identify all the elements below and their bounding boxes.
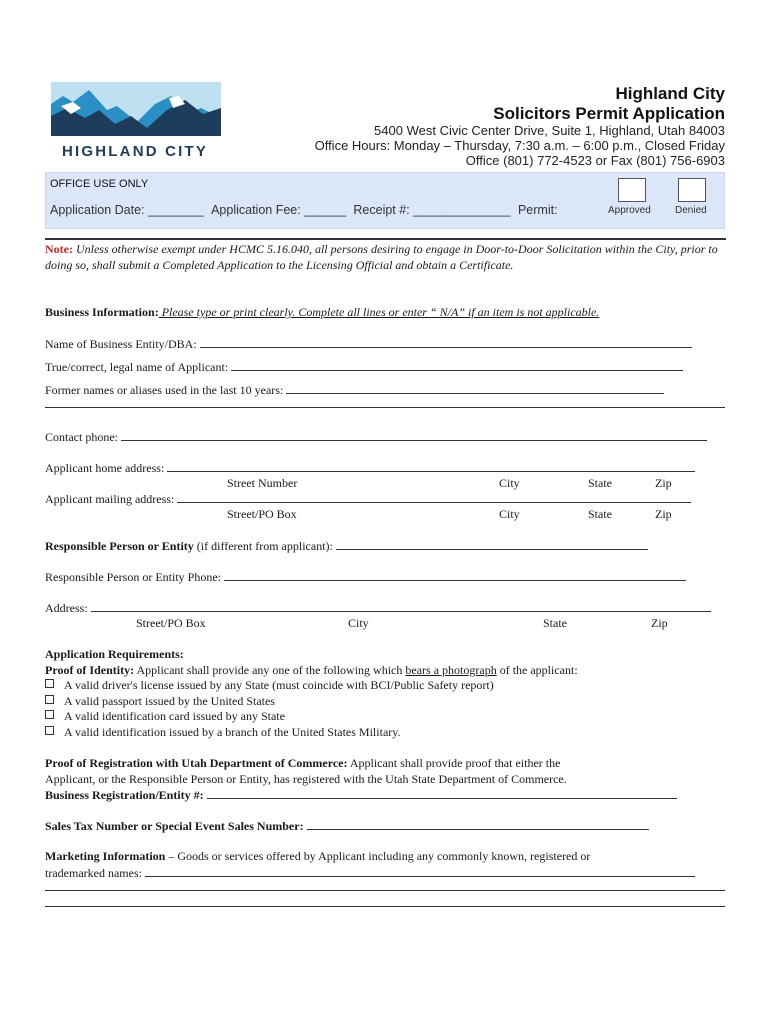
list-item: [45, 678, 725, 693]
marketing-text-2: trademarked names:: [45, 866, 142, 880]
responsible-address-label: Address:: [45, 601, 88, 615]
receipt-field[interactable]: Receipt #: ______________: [353, 203, 511, 217]
permit-label: Permit:: [517, 203, 558, 217]
office-use-label: OFFICE USE ONLY: [50, 178, 149, 190]
note-paragraph: [45, 242, 725, 273]
checkbox-icon[interactable]: [45, 710, 54, 719]
home-state-caption: State: [588, 476, 612, 490]
proof-identity-label: Proof of Identity:: [45, 663, 135, 677]
resp-zip-caption: Zip: [651, 616, 668, 630]
legal-name-field[interactable]: [231, 359, 683, 371]
entity-name-field[interactable]: [200, 336, 692, 348]
proof-identity-text-b: of the applicant:: [496, 663, 578, 677]
mailing-address-label: Applicant mailing address:: [45, 492, 175, 506]
former-names-row: [45, 382, 725, 398]
former-names-label: Former names or aliases used in the last 10 years:: [45, 383, 284, 397]
mailing-zip-caption: Zip: [655, 507, 672, 521]
responsible-address-field[interactable]: [91, 600, 711, 612]
registration-text-1: Applicant shall provide proof that either the: [347, 756, 561, 770]
entity-number-label: Business Registration/Entity #:: [45, 788, 204, 802]
contact-phone-label: Contact phone:: [45, 430, 118, 444]
marketing-label: Marketing Information: [45, 849, 166, 863]
sales-tax-label: Sales Tax Number or Special Event Sales Number:: [45, 819, 304, 833]
contact-phone-field[interactable]: [121, 429, 707, 441]
registration-label: Proof of Registration with Utah Department of Commerce:: [45, 756, 348, 770]
marketing-row-2: [45, 865, 725, 881]
responsible-field[interactable]: [336, 538, 648, 550]
checkbox-icon[interactable]: [45, 726, 54, 735]
list-item-text: A valid identification card issued by any State: [64, 709, 285, 723]
responsible-row: [45, 538, 725, 554]
denied-label: Denied: [675, 205, 707, 216]
responsible-qualifier: (if different from applicant):: [193, 539, 333, 553]
marketing-text-1: – Goods or services offered by Applicant including any commonly known, registered or: [165, 849, 591, 863]
office-address: 5400 West Civic Center Drive, Suite 1, Highland, Utah 84003: [374, 123, 725, 138]
application-date-field[interactable]: Application Date: ________: [50, 203, 204, 217]
former-names-field[interactable]: [286, 382, 664, 394]
office-use-fields: [50, 203, 558, 217]
mailing-address-row: [45, 491, 725, 507]
marketing-continuation-2[interactable]: [45, 906, 725, 907]
responsible-address-row: [45, 600, 725, 616]
note-label: Note:: [45, 242, 73, 256]
sales-tax-row: [45, 818, 725, 834]
list-item-text: A valid passport issued by the United States: [64, 694, 275, 708]
office-hours: Office Hours: Monday – Thursday, 7:30 a.m. – 6:00 p.m., Closed Friday: [314, 138, 725, 153]
business-info-label: Business Information:: [45, 305, 159, 319]
home-zip-caption: Zip: [655, 476, 672, 490]
registration-row-1: [45, 756, 725, 771]
business-info-heading: [45, 305, 725, 320]
responsible-phone-field[interactable]: [224, 569, 686, 581]
home-address-field[interactable]: [167, 460, 695, 472]
requirements-heading: Application Requirements:: [45, 647, 184, 661]
resp-street-caption: Street/PO Box: [136, 616, 206, 630]
home-address-label: Applicant home address:: [45, 461, 165, 475]
list-item-text: A valid driver's license issued by any State (must coincide with BCI/Public Safety report): [64, 678, 494, 692]
list-item: [45, 725, 725, 740]
entity-name-label: Name of Business Entity/DBA:: [45, 337, 197, 351]
checkbox-icon[interactable]: [45, 679, 54, 688]
former-names-continuation[interactable]: [45, 407, 725, 408]
home-city-caption: City: [499, 476, 520, 490]
form-title: Solicitors Permit Application: [493, 104, 725, 123]
contact-phone-row: [45, 429, 725, 445]
approved-checkbox[interactable]: [618, 178, 646, 202]
sales-tax-field[interactable]: [307, 818, 649, 830]
section-divider: [45, 238, 726, 240]
registration-row-2: Applicant, or the Responsible Person or Entity, has registered with the Utah State Department of Commerce.: [45, 772, 567, 786]
business-info-instruction: Please type or print clearly. Complete all lines or enter “ N/A” if an item is not applicable.: [158, 305, 600, 319]
resp-state-caption: State: [543, 616, 567, 630]
mailing-street-caption: Street/PO Box: [227, 507, 297, 521]
entity-number-field[interactable]: [207, 787, 677, 799]
office-phone: Office (801) 772-4523 or Fax (801) 756-6903: [465, 153, 725, 168]
marketing-continuation-1[interactable]: [45, 890, 725, 891]
checkbox-icon[interactable]: [45, 695, 54, 704]
mailing-city-caption: City: [499, 507, 520, 521]
legal-name-row: [45, 359, 725, 375]
marketing-row-1: [45, 849, 725, 864]
home-street-caption: Street Number: [227, 476, 298, 490]
office-use-box: [45, 172, 725, 229]
mailing-address-field[interactable]: [177, 491, 691, 503]
list-item: [45, 694, 725, 709]
proof-identity-text-u: bears a photograph: [405, 663, 497, 677]
denied-checkbox[interactable]: [678, 178, 706, 202]
responsible-phone-label: Responsible Person or Entity Phone:: [45, 570, 221, 584]
entity-name-row: [45, 336, 725, 352]
org-name: Highland City: [615, 84, 725, 103]
logo-wordmark: HIGHLAND CITY: [62, 143, 209, 160]
application-fee-field[interactable]: Application Fee: ______: [211, 203, 346, 217]
approved-label: Approved: [608, 205, 651, 216]
responsible-phone-row: [45, 569, 725, 585]
mailing-state-caption: State: [588, 507, 612, 521]
home-address-row: [45, 460, 725, 476]
legal-name-label: True/correct, legal name of Applicant:: [45, 360, 229, 374]
resp-city-caption: City: [348, 616, 369, 630]
responsible-label: Responsible Person or Entity: [45, 539, 194, 553]
proof-identity-row: [45, 663, 725, 678]
entity-number-row: [45, 787, 725, 803]
list-item-text: A valid identification issued by a branch of the United States Military.: [64, 725, 401, 739]
list-item: [45, 709, 725, 724]
proof-identity-text-a: Applicant shall provide any one of the following which: [134, 663, 406, 677]
note-text: Unless otherwise exempt under HCMC 5.16.040, all persons desiring to engage in Door-to-Door Solicitation within the City, prior to doing so, shall submit a Completed Application to the Licensing Official and obtain a Certificate.: [45, 242, 718, 272]
marketing-field[interactable]: [145, 865, 695, 877]
